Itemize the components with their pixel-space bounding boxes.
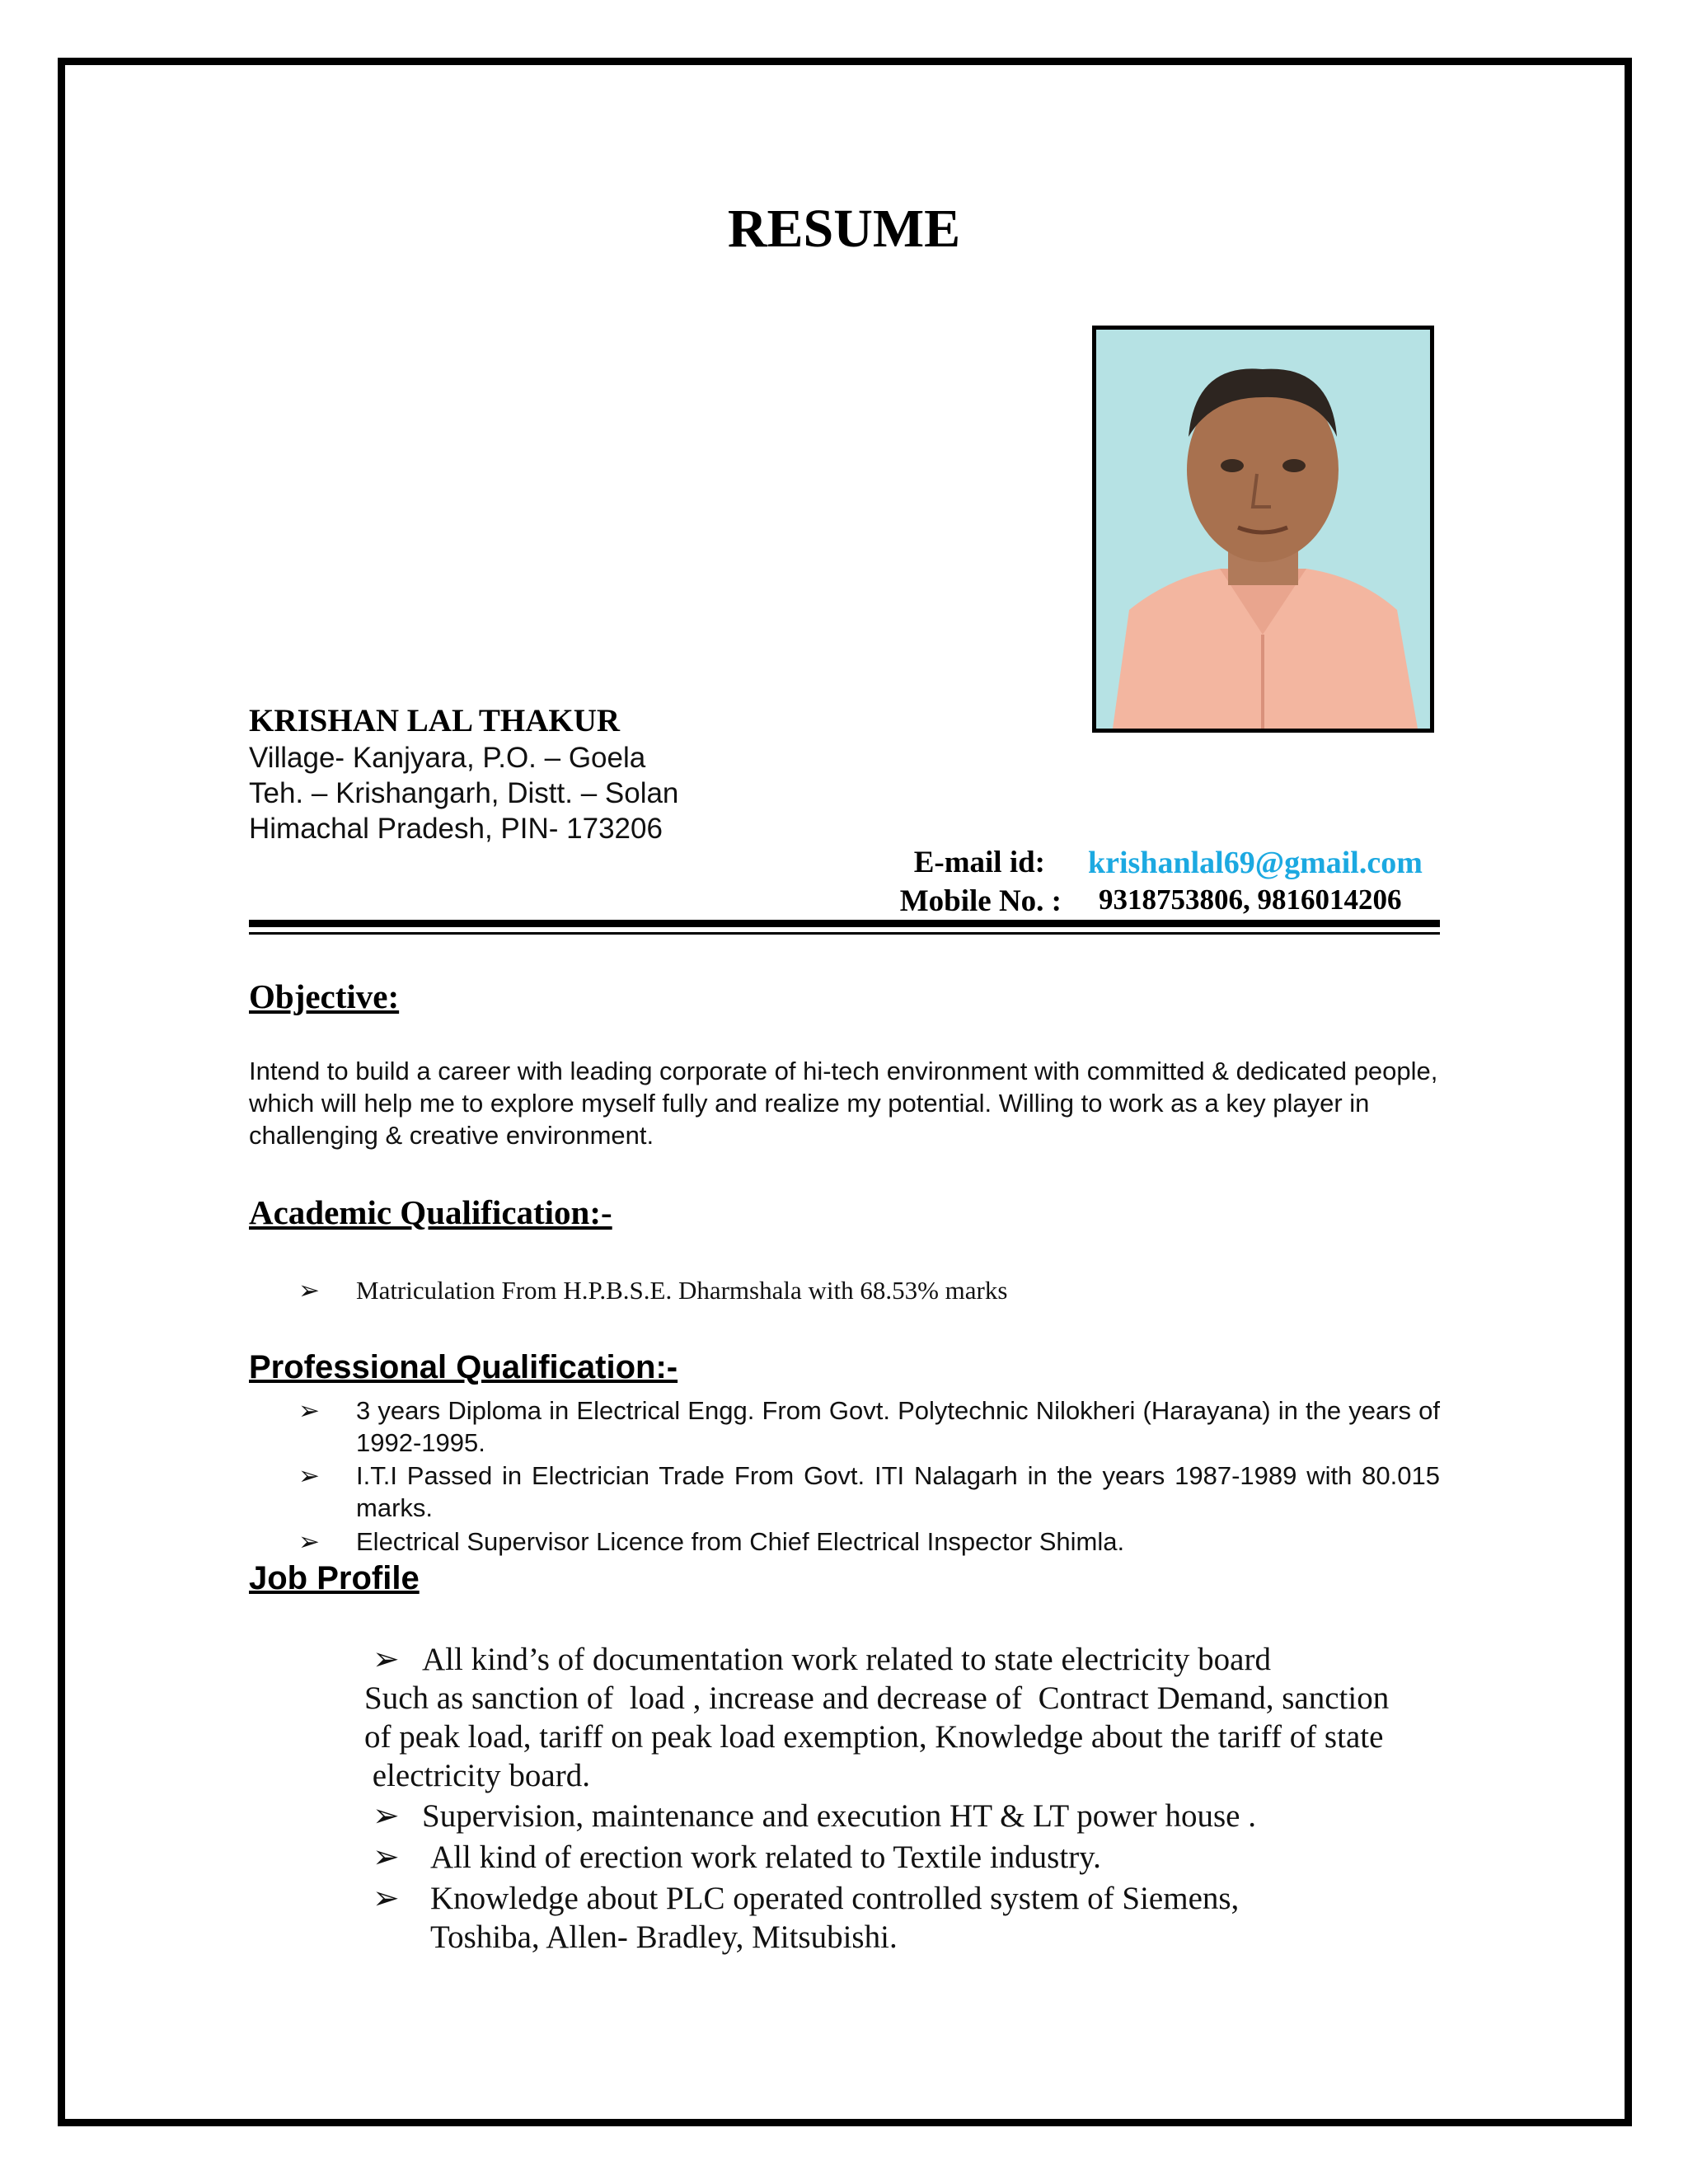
job-item-text: All kind’s of documentation work related to state electricity board (422, 1642, 1271, 1677)
email-label: E-mail id: (913, 846, 1045, 879)
mobile-numbers: 9318753806, 9816014206 (1099, 883, 1402, 916)
professional-item-text: Electrical Supervisor Licence from Chief Electrical Inspector Shimla. (356, 1527, 1125, 1556)
professional-item (298, 1460, 1440, 1524)
email-link[interactable]: krishanlal69@gmail.com (1088, 846, 1423, 880)
mobile-label: Mobile No. : (899, 884, 1062, 918)
job-item-text: Knowledge about PLC operated controlled system of Siemens, (430, 1881, 1240, 1916)
professional-heading: Professional Qualification:- (249, 1349, 678, 1385)
bullet-arrow-icon: ➢ (298, 1461, 320, 1490)
professional-item (298, 1394, 1440, 1459)
bullet-arrow-icon: ➢ (373, 1881, 400, 1916)
bullet-arrow-icon: ➢ (298, 1527, 320, 1556)
divider-thin (249, 932, 1440, 935)
job-item (373, 1879, 1444, 1918)
professional-item (298, 1526, 1440, 1558)
job-item (373, 1838, 1444, 1877)
profile-photo (1092, 326, 1434, 733)
objective-text: Intend to build a career with leading corporate of hi-tech environment with committed & dedicated people, which will help me to explore myself fully and realize my potential. Willing to work as a key player in challenging & creative environment. (249, 1057, 1438, 1150)
job-item-detail-line: electricity board. (364, 1758, 590, 1793)
job-item-text: Supervision, maintenance and execution HT & LT power house . (422, 1798, 1256, 1834)
professional-item-text: 3 years Diploma in Electrical Engg. From Govt. Polytechnic Nilokheri (Harayana) in the years of 1992-1995. (356, 1396, 1440, 1457)
bullet-arrow-icon: ➢ (373, 1840, 400, 1875)
job-item-text: All kind of erection work related to Textile industry. (430, 1840, 1101, 1875)
job-profile-heading: Job Profile (249, 1560, 420, 1596)
objective-heading: Objective: (249, 977, 400, 1015)
resume-title: RESUME (727, 199, 961, 259)
professional-item-text: I.T.I Passed in Electrician Trade From Govt. ITI Nalagarh in the years 1987-1989 with 80.015 marks. (356, 1461, 1440, 1522)
candidate-name: KRISHAN LAL THAKUR (249, 703, 621, 738)
job-item (373, 1797, 1444, 1835)
job-item (373, 1640, 1444, 1679)
address-line-1: Village- Kanjyara, P.O. – Goela (249, 742, 646, 774)
divider-thick (249, 920, 1440, 927)
bullet-arrow-icon: ➢ (373, 1642, 400, 1677)
bullet-arrow-icon: ➢ (298, 1396, 320, 1425)
academic-heading: Academic Qualification:- (249, 1193, 612, 1231)
academic-item (298, 1276, 1440, 1305)
bullet-arrow-icon: ➢ (298, 1276, 320, 1305)
person-photo-illustration (1096, 330, 1430, 729)
job-item-continuation: Toshiba, Allen- Bradley, Mitsubishi. (430, 1919, 898, 1955)
job-item-detail-line: of peak load, tariff on peak load exemption, Knowledge about the tariff of state (364, 1719, 1384, 1755)
bullet-arrow-icon: ➢ (373, 1798, 400, 1834)
address-line-3: Himachal Pradesh, PIN- 173206 (249, 813, 663, 845)
address-line-2: Teh. – Krishangarh, Distt. – Solan (249, 777, 679, 809)
academic-item-text: Matriculation From H.P.B.S.E. Dharmshala with 68.53% marks (356, 1276, 1008, 1305)
job-item-detail-line: Such as sanction of load , increase and decrease of Contract Demand, sanction (364, 1680, 1390, 1716)
